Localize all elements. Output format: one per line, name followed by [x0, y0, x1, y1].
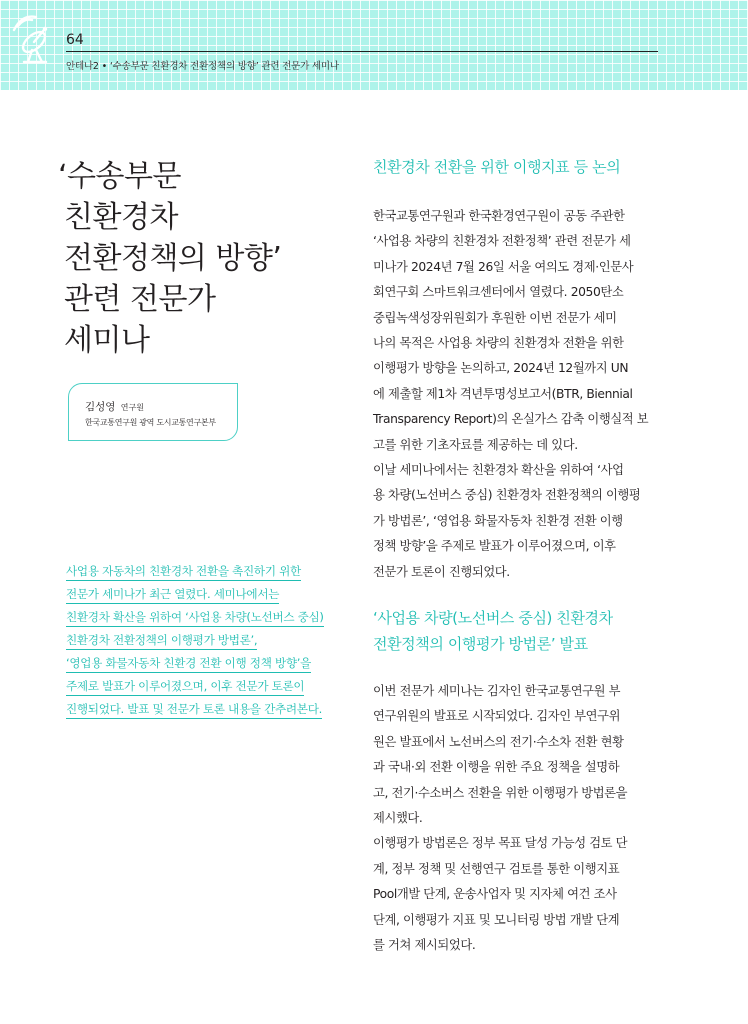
body-line: 용 차량(노선버스 중심) 친환경차 전환정책의 이행평: [373, 488, 641, 503]
body-line: 전문가 토론이 진행되었다.: [373, 564, 510, 579]
body-line: 중립녹색성장위원회가 후원한 이번 전문가 세미: [373, 310, 617, 325]
body-line: 미나가 2024년 7월 26일 서울 여의도 경제·인문사: [373, 259, 634, 274]
author-name-line: [85, 399, 144, 414]
page-number: 64: [66, 32, 84, 48]
title-line: ‘수송부문: [58, 159, 181, 194]
body-line: 이행평가 방향을 논의하고, 2024년 12월까지 UN: [373, 361, 629, 376]
body-line: Pool개발 단계, 운송사업자 및 지자체 여건 조사: [373, 887, 617, 902]
body-line: 를 거쳐 제시되었다.: [373, 938, 476, 953]
author-affiliation: 한국교통연구원 광역 도시교통연구본부: [85, 418, 216, 427]
title-line: 세미나: [64, 323, 150, 358]
body-line: 연구위원의 발표로 시작되었다. 김자인 부연구위: [373, 709, 621, 724]
author-box: [68, 383, 238, 441]
section-heading: 친환경차 전환을 위한 이행지표 등 논의: [373, 158, 621, 176]
satellite-antenna-icon: [10, 12, 64, 66]
header-rule: [66, 51, 658, 52]
body-line: 에 제출할 제1차 격년투명성보고서(BTR, Biennial: [373, 386, 633, 401]
summary-line: 친환경차 전환정책의 이행평가 방법론’,: [66, 629, 356, 652]
section-heading: 전환정책의 이행평가 방법론’ 발표: [373, 635, 588, 653]
body-line: 고, 전기·수소버스 전환을 위한 이행평가 방법론을: [373, 785, 628, 800]
body-line: 이번 전문가 세미나는 김자인 한국교통연구원 부: [373, 684, 621, 698]
body-line: 회연구회 스마트워크센터에서 열렸다. 2050탄소: [373, 285, 624, 300]
section-body: [373, 679, 659, 958]
body-line: 고를 위한 기초자료를 제공하는 데 있다.: [373, 437, 578, 452]
author-name: 김성영: [85, 401, 116, 413]
body-line: 단계, 이행평가 지표 및 모니터링 방법 개발 단계: [373, 912, 620, 927]
body-line: 한국교통연구원과 한국환경연구원이 공동 주관한: [373, 209, 625, 223]
summary-line: 진행되었다. 발표 및 전문가 토론 내용을 간추려본다.: [66, 698, 356, 721]
article-title: [58, 156, 358, 361]
body-line: Transparency Report)의 온실가스 감축 이행실적 보: [373, 412, 649, 427]
running-title: 안테나2 • ‘수송부문 친환경차 전환정책의 방향’ 관련 전문가 세미나: [66, 61, 339, 72]
body-line: 정책 방향’을 주제로 발표가 이루어졌으며, 이후: [373, 539, 616, 554]
summary-line: 주제로 발표가 이루어졌으며, 이후 전문가 토론이: [66, 675, 356, 698]
body-line: 과 국내·외 전환 이행을 위한 주요 정책을 설명하: [373, 760, 620, 775]
body-line: 이날 세미나에서는 친환경차 확산을 위하여 ‘사업: [373, 463, 624, 478]
body-line: 제시했다.: [373, 811, 423, 826]
body-line: 이행평가 방법론은 정부 목표 달성 가능성 검토 단: [373, 836, 628, 851]
section-heading: ‘사업용 차량(노선버스 중심) 친환경차: [373, 609, 613, 627]
summary-line: 전문가 세미나가 최근 열렸다. 세미나에서는: [66, 583, 356, 606]
body-line: ‘사업용 차량의 친환경차 전환정책’ 관련 전문가 세: [373, 234, 631, 249]
header-band: [0, 0, 748, 90]
article-summary: [66, 560, 356, 721]
summary-line: 사업용 자동차의 친환경차 전환을 촉진하기 위한: [66, 560, 356, 583]
section-body: [373, 204, 659, 585]
title-line: 친환경차: [64, 200, 178, 235]
summary-line: 친환경차 확산을 위하여 ‘사업용 차량(노선버스 중심): [66, 606, 356, 629]
body-line: 나의 목적은 사업용 차량의 친환경차 전환을 위한: [373, 336, 624, 351]
title-line: 관련 전문가: [64, 282, 216, 317]
author-role: 연구원: [120, 403, 144, 412]
body-line: 계, 정부 정책 및 선행연구 검토를 통한 이행지표: [373, 861, 620, 876]
title-line: 전환정책의 방향’: [64, 241, 282, 276]
summary-line: ‘영업용 화물자동차 친환경 전환 이행 정책 방향’을: [66, 652, 356, 675]
body-line: 가 방법론’, ‘영업용 화물자동차 친환경 전환 이행: [373, 513, 623, 528]
body-line: 원은 발표에서 노선버스의 전기·수소차 전환 현황: [373, 734, 624, 749]
